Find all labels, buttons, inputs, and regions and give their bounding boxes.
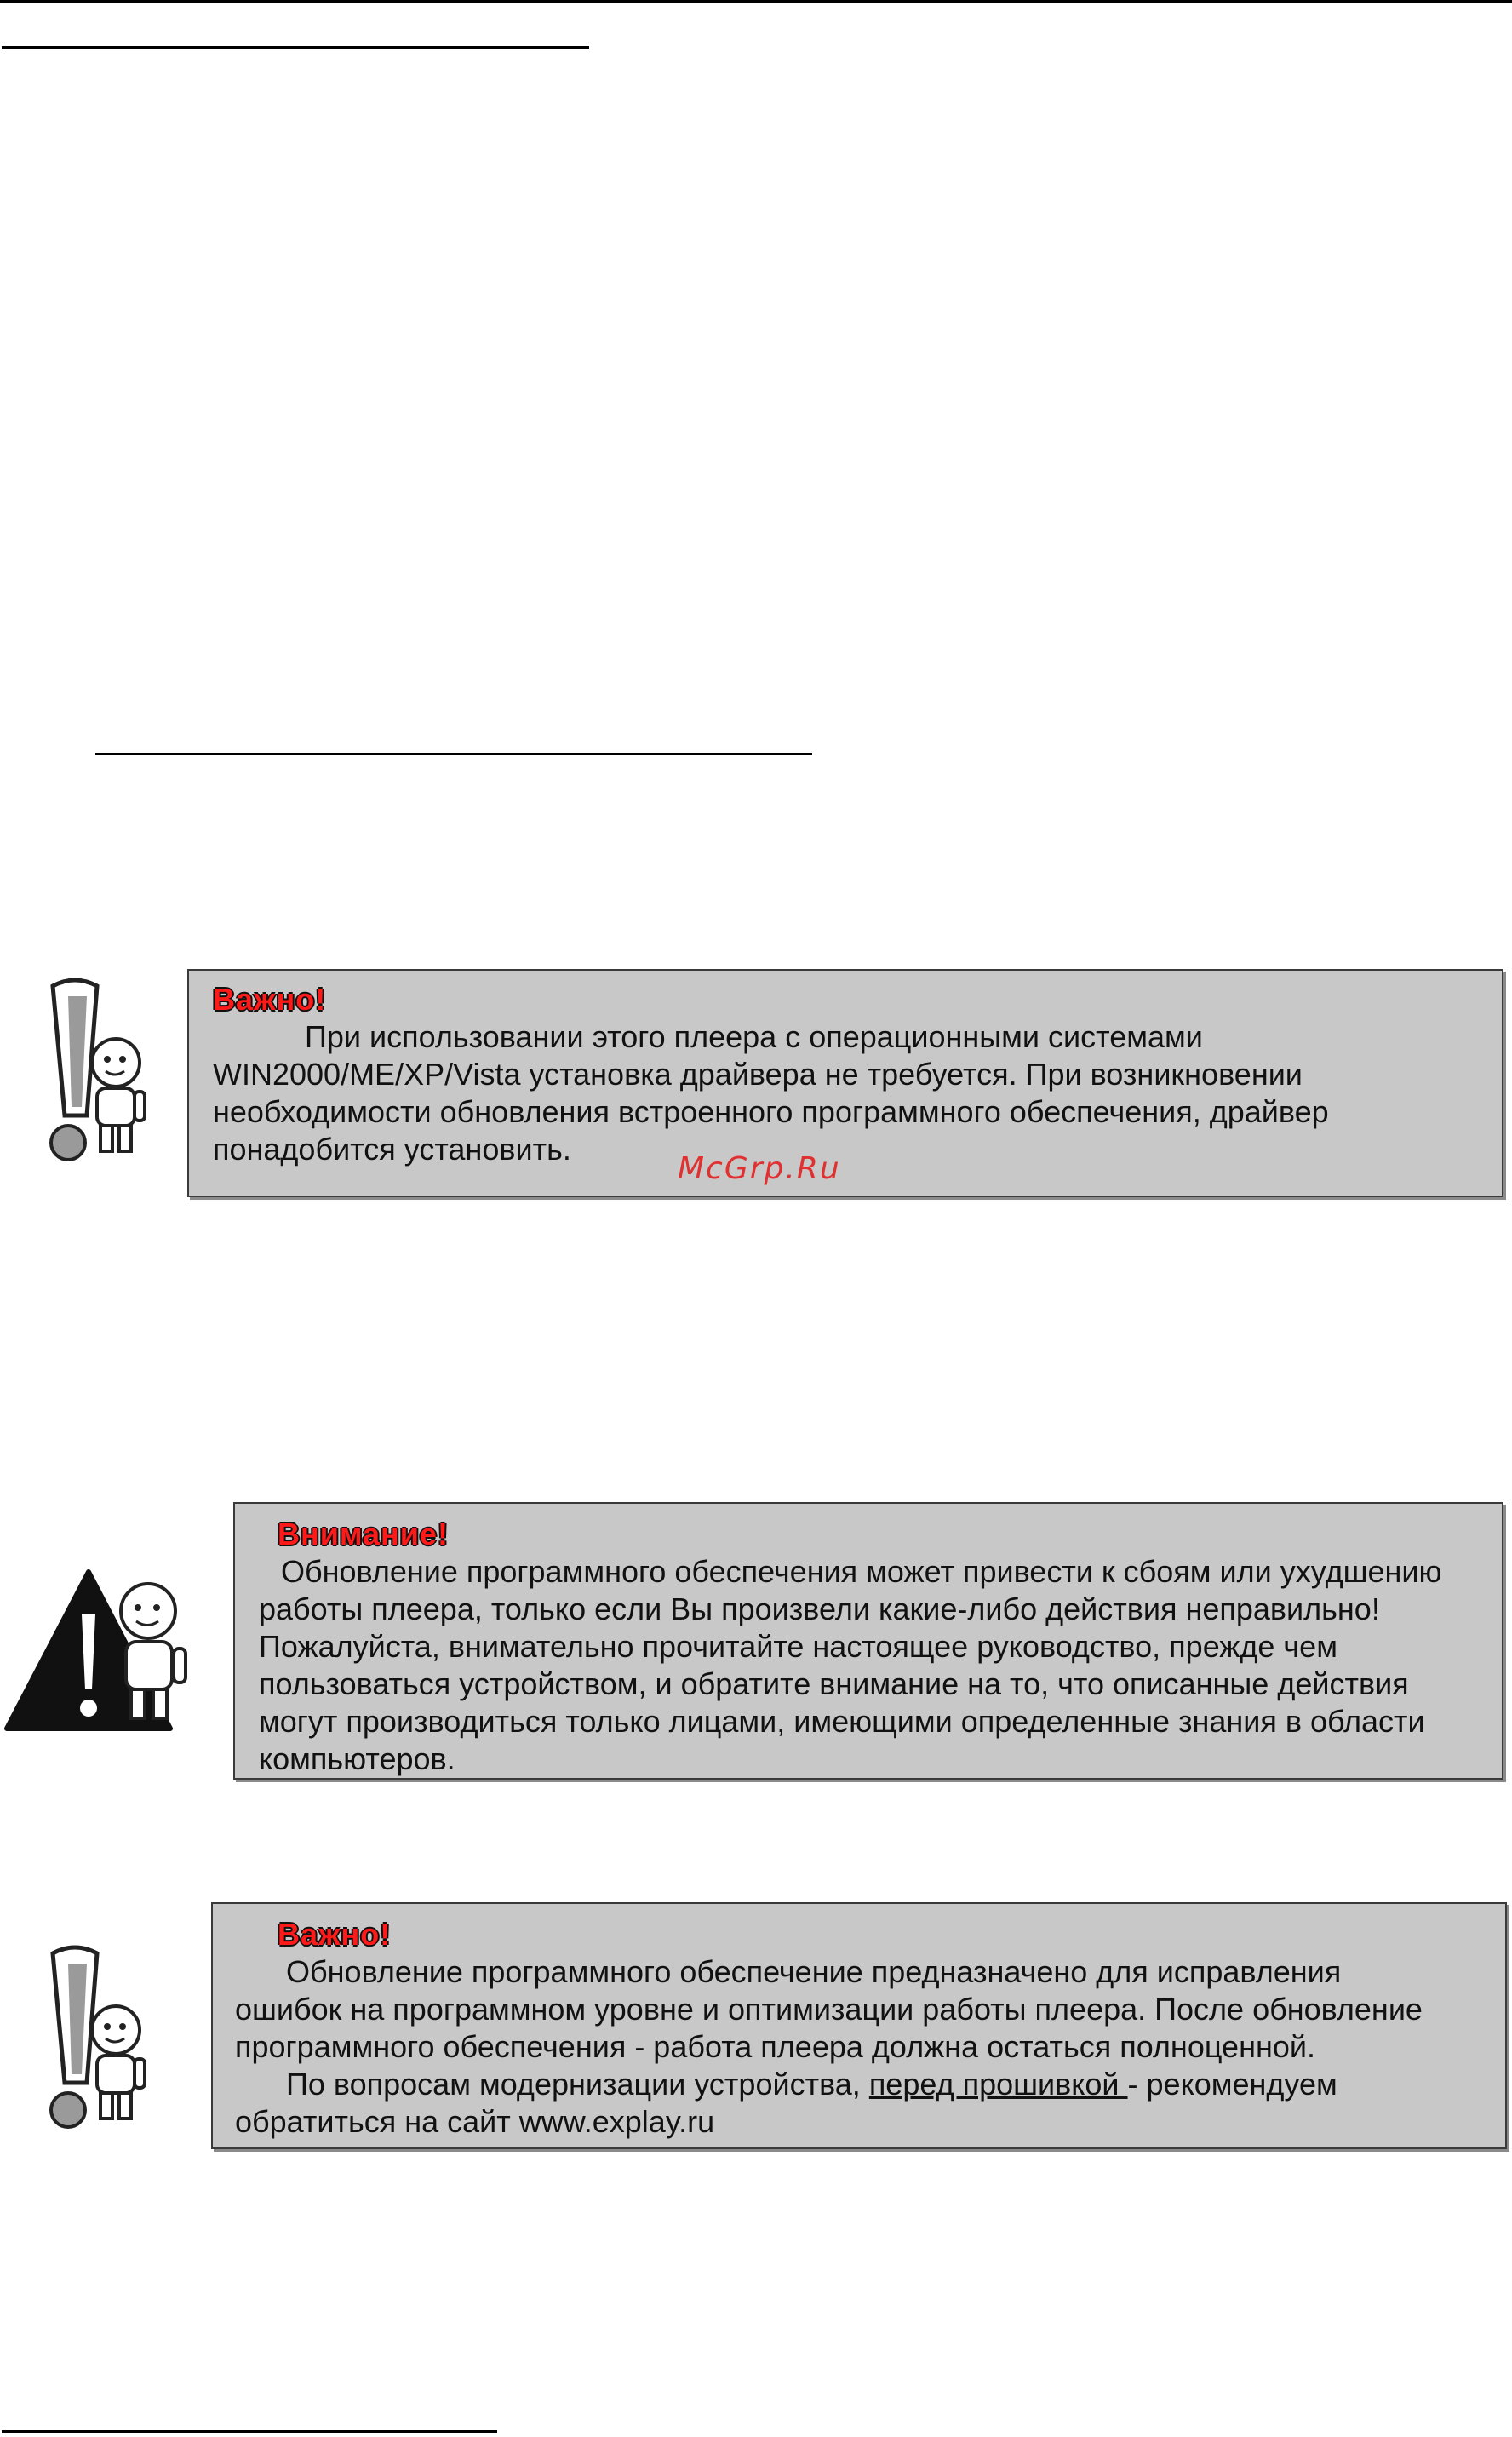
note-text-part: По вопросам модернизации устройства,: [286, 2067, 869, 2102]
note-title: Важно!: [213, 982, 327, 1017]
note-text: Обновление программного обеспечение предназначено для исправления: [286, 1954, 1342, 1989]
note-text: обратиться на сайт www.explay.ru: [235, 2104, 715, 2139]
exclamation-mascot-icon: [34, 971, 153, 1167]
section-rule-2: [95, 753, 812, 755]
watermark: McGrp.Ru: [678, 1151, 841, 1186]
note-text: [235, 2066, 1505, 2103]
note-title: Внимание!: [278, 1517, 449, 1551]
note-text: программного обеспечения - работа плеера должна остаться полноценной.: [235, 2029, 1315, 2064]
warning-triangle-mascot-icon: [3, 1563, 199, 1734]
section-rule-3: [2, 2430, 497, 2433]
note-text: WIN2000/ME/XP/Vista установка драйвера не требуется. При возникновении: [213, 1057, 1303, 1092]
note-text: Обновление программного обеспечения может привести к сбоям или ухудшению: [281, 1554, 1442, 1589]
important-note-2: [211, 1902, 1507, 2149]
section-rule-1: [2, 46, 589, 49]
note-text: работы плеера, только если Вы произвели какие-либо действия неправильно!: [259, 1591, 1380, 1626]
exclamation-mascot-icon: [34, 1938, 153, 2134]
note-text: компьютеров.: [259, 1741, 455, 1776]
note-text-part: - рекомендуем: [1127, 2067, 1337, 2102]
firmware-phrase: перед прошивкой: [868, 2067, 1128, 2102]
top-rule: [0, 0, 1512, 3]
note-text: понадобится установить.: [213, 1132, 571, 1167]
note-text: Пожалуйста, внимательно прочитайте настоящее руководство, прежде чем: [259, 1629, 1337, 1664]
note-text: могут производиться только лицами, имеющими определенные знания в области: [259, 1704, 1425, 1739]
note-text: При использовании этого плеера с операционными системами: [305, 1019, 1203, 1054]
note-text: ошибок на программном уровне и оптимизации работы плеера. После обновление: [235, 1992, 1423, 2027]
note-title: Важно!: [278, 1917, 392, 1952]
note-text: пользоваться устройством, и обратите внимание на то, что описанные действия: [259, 1666, 1409, 1701]
note-text: необходимости обновления встроенного программного обеспечения, драйвер: [213, 1094, 1329, 1129]
attention-note: [233, 1502, 1503, 1780]
important-note-1: [187, 969, 1503, 1197]
